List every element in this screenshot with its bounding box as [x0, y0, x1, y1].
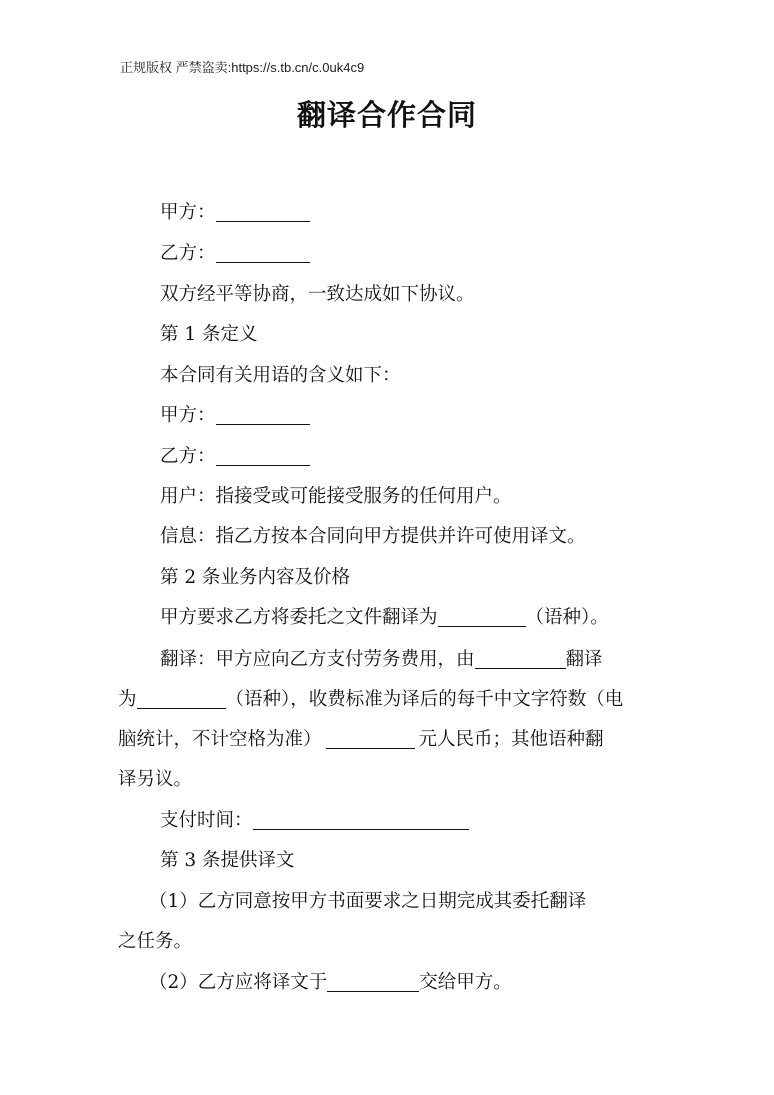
- party-a-label: 甲方：: [160, 202, 216, 223]
- paragraph-text: 翻译: [565, 649, 603, 670]
- fill-blank: [475, 649, 566, 669]
- fill-blank: [216, 405, 310, 425]
- fill-blank: [216, 243, 310, 263]
- party-b-line: [160, 239, 310, 265]
- paragraph-text: （2）乙方应将译文于: [149, 972, 328, 993]
- article-2-heading: 第 2 条业务内容及价格: [160, 567, 351, 588]
- party-b-label: 乙方：: [160, 243, 216, 264]
- paragraph-text: 元人民币；其他语种翻: [418, 729, 604, 750]
- payment-time-label: 支付时间：: [160, 810, 253, 831]
- fee-line-4: 译另议。: [118, 769, 193, 790]
- info-definition: 信息：指乙方按本合同向甲方提供并许可使用译文。: [160, 526, 586, 547]
- fill-blank: [438, 607, 526, 627]
- fill-blank: [137, 689, 226, 709]
- fill-blank: [253, 810, 469, 830]
- fill-blank: [216, 446, 310, 466]
- item-2: [149, 968, 512, 994]
- item-1-line-2: 之任务。: [118, 931, 193, 952]
- payment-time: [160, 806, 469, 832]
- paragraph-text: （语种）。: [525, 607, 609, 628]
- paragraph-text: （语种），收费标准为译后的每千中文字符数（电: [225, 689, 624, 710]
- fee-line-3: [118, 725, 663, 751]
- article-3-heading: 第 3 条提供译文: [160, 850, 295, 871]
- fill-blank: [216, 202, 310, 222]
- translate-request: [160, 603, 609, 629]
- agreement-line: 双方经平等协商，一致达成如下协议。: [160, 284, 475, 305]
- fill-blank: [326, 729, 415, 749]
- party-b-label: 乙方：: [160, 446, 216, 467]
- fill-blank: [327, 972, 419, 992]
- article-1-heading: 第 1 条定义: [160, 324, 258, 345]
- paragraph-text: 甲方要求乙方将委托之文件翻译为: [160, 607, 438, 628]
- paragraph-text: 交给甲方。: [419, 972, 512, 993]
- user-definition: 用户：指接受或可能接受服务的任何用户。: [160, 486, 512, 507]
- paragraph-text: 脑统计，不计空格为准）: [118, 729, 322, 750]
- party-a-line: [160, 198, 310, 224]
- fee-line-2: [118, 685, 663, 711]
- item-1-line-1: （1）乙方同意按甲方书面要求之日期完成其委托翻译: [149, 891, 587, 912]
- page-title: 翻译合作合同: [296, 98, 477, 132]
- paragraph-text: 为: [118, 689, 137, 710]
- party-b-definition: [160, 442, 310, 468]
- fee-line-1: [160, 645, 603, 671]
- watermark: 正规版权 严禁盗卖:https://s.tb.cn/c.0uk4c9: [120, 60, 365, 75]
- party-a-label: 甲方：: [160, 405, 216, 426]
- party-a-definition: [160, 401, 310, 427]
- definition-intro: 本合同有关用语的含义如下：: [160, 365, 401, 386]
- paragraph-text: 翻译：甲方应向乙方支付劳务费用，由: [160, 649, 475, 670]
